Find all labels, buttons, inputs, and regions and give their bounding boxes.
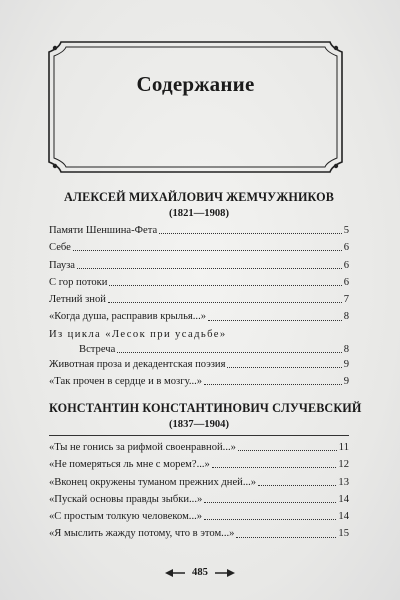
toc-entry[interactable] <box>49 274 349 291</box>
toc-entry[interactable] <box>49 291 349 308</box>
toc-entry-page: 14 <box>338 511 349 523</box>
toc-entry-title: Себе <box>49 242 71 254</box>
toc-entry-page: 6 <box>343 276 349 288</box>
ornamental-frame-icon <box>47 40 344 174</box>
author-name: КОНСТАНТИН КОНСТАНТИНОВИЧ СЛУЧЕВСКИЙ <box>49 401 362 415</box>
leader-dots <box>108 302 342 303</box>
leader-dots <box>227 367 341 368</box>
toc-entry-title: Животная проза и декадентская поэзия <box>49 358 226 370</box>
toc-entry-page: 9 <box>343 376 349 388</box>
toc-entry[interactable] <box>49 508 349 525</box>
toc-entry-page: 9 <box>343 358 349 370</box>
cycle-heading: Из цикла «Лесок при усадьбе» <box>49 328 227 340</box>
header-frame <box>47 40 344 174</box>
toc-entry-page: 5 <box>343 225 349 236</box>
section-zhemchuzhnikov <box>49 190 349 390</box>
ornament-right-icon <box>214 568 236 578</box>
page-footer <box>0 567 400 578</box>
toc-entry-page: 6 <box>343 242 349 254</box>
toc-entry-title: Встреча <box>79 343 116 355</box>
toc-entry-title: «Вконец окружены туманом прежних дней...» <box>49 476 257 488</box>
toc-list <box>49 439 349 543</box>
leader-dots <box>77 268 342 269</box>
toc-entry-page: 7 <box>343 294 349 306</box>
toc-entry-title: «Я мыслить жажду потому, что в этом...» <box>49 528 235 540</box>
toc-entry[interactable] <box>49 222 349 239</box>
toc-entry-title: «С простым толкую человеком...» <box>49 511 203 523</box>
toc-entry[interactable] <box>49 491 349 508</box>
leader-dots <box>208 320 342 321</box>
toc-entry-title: «Когда душа, расправив крылья...» <box>49 311 207 323</box>
leader-dots <box>117 352 341 353</box>
toc-entry-page: 11 <box>338 442 349 453</box>
toc-entry-title: Пауза <box>49 259 75 271</box>
leader-dots <box>236 537 336 538</box>
toc-entry[interactable] <box>49 439 349 456</box>
toc-entry-title: «Не померяться ль мне с морем?...» <box>49 459 210 471</box>
leader-dots <box>109 285 341 286</box>
toc-entry-page: 8 <box>343 343 349 355</box>
toc-list <box>49 222 349 390</box>
author-years: (1837—1904) <box>168 419 230 430</box>
toc-entry-page: 15 <box>338 528 349 540</box>
toc-entry[interactable] <box>49 308 349 325</box>
toc-entry-page: 12 <box>338 459 349 471</box>
leader-dots <box>212 467 337 468</box>
page-title: Содержание <box>136 72 255 96</box>
leader-dots <box>258 485 336 486</box>
leader-dots <box>159 233 342 234</box>
toc-entry[interactable] <box>49 373 349 390</box>
toc-entry[interactable] <box>49 474 349 491</box>
ornament-left-icon <box>164 568 186 578</box>
toc-entry[interactable] <box>49 239 349 256</box>
leader-dots <box>204 384 342 385</box>
divider <box>49 435 349 436</box>
leader-dots <box>73 250 342 251</box>
leader-dots <box>204 502 336 503</box>
leader-dots <box>238 450 337 451</box>
toc-entry-title: Памяти Шеншина-Фета <box>49 225 158 236</box>
toc-entry-page: 6 <box>343 259 349 271</box>
toc-entry[interactable] <box>49 343 349 356</box>
author-name: АЛЕКСЕЙ МИХАЙЛОВИЧ ЖЕМЧУЖНИКОВ <box>64 190 334 204</box>
section-sluchevsky <box>49 401 362 543</box>
leader-dots <box>204 519 336 520</box>
toc-entry[interactable] <box>49 356 349 373</box>
toc-entry[interactable] <box>49 525 349 542</box>
toc-entry-title: С гор потоки <box>49 276 108 288</box>
toc-entry-page: 13 <box>338 476 349 488</box>
toc-entry-title: «Ты не гонись за рифмой своенравной...» <box>49 442 236 453</box>
author-years: (1821—1908) <box>168 208 230 219</box>
toc-entry-title: «Пускай основы правды зыбки...» <box>49 493 203 505</box>
toc-entry[interactable] <box>49 456 349 473</box>
toc-entry-page: 8 <box>343 311 349 323</box>
page-number: 485 <box>192 567 208 578</box>
toc-entry[interactable] <box>49 257 349 274</box>
toc-entry-title: Летний зной <box>49 294 106 306</box>
toc-entry-title: «Так прочен в сердце и в мозгу...» <box>49 376 203 388</box>
toc-entry-page: 14 <box>338 493 349 505</box>
